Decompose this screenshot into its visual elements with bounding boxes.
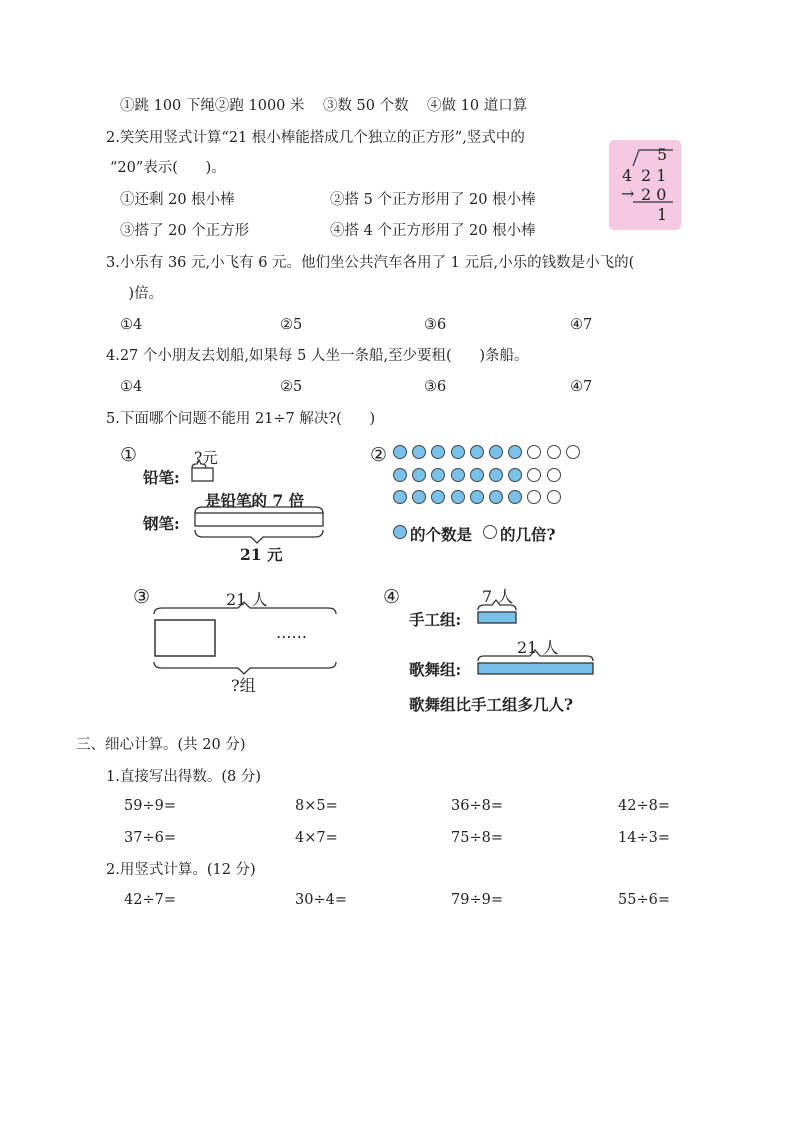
q3-line2: )倍。 bbox=[110, 286, 164, 302]
q3-option-2[interactable]: ②5 bbox=[280, 317, 303, 333]
calc-55-div-6[interactable]: 55÷6= bbox=[618, 892, 670, 908]
filled-dot bbox=[412, 445, 426, 459]
empty-dot bbox=[527, 490, 541, 504]
fig1-diagram bbox=[185, 455, 335, 545]
calc-59-div-9[interactable]: 59÷9= bbox=[124, 798, 176, 814]
q4-line1: 4.27 个小朋友去划船,如果每 5 人坐一条船,至少要租( )条船。 bbox=[106, 348, 529, 364]
calc-42-div-8[interactable]: 42÷8= bbox=[618, 798, 670, 814]
fig2-filled-dot-legend bbox=[393, 525, 407, 539]
fig3-groups: ?组 bbox=[231, 676, 256, 695]
q3-option-1[interactable]: ①4 bbox=[120, 317, 143, 333]
calc-75-div-8[interactable]: 75÷8= bbox=[451, 830, 503, 846]
fig2-question-part-a: 的个数是 bbox=[410, 525, 473, 544]
filled-dot bbox=[412, 468, 426, 482]
fig3-number[interactable]: ③ bbox=[133, 586, 151, 608]
empty-dot bbox=[547, 490, 561, 504]
calc-8-times-5[interactable]: 8×5= bbox=[295, 798, 338, 814]
fig1-price: ?元 bbox=[194, 449, 218, 467]
section3-sub1: 1.直接写出得数。(8 分) bbox=[106, 769, 261, 785]
division-arrow: → bbox=[621, 184, 635, 203]
q4-option-1[interactable]: ①4 bbox=[120, 379, 143, 395]
q2-option-2[interactable]: ②搭 5 个正方形用了 20 根小棒 bbox=[330, 192, 536, 208]
q2-line2: “20”表示( )。 bbox=[110, 160, 226, 176]
fig4-question: 歌舞组比手工组多几人? bbox=[409, 695, 574, 714]
filled-dot bbox=[508, 490, 522, 504]
fig2-number[interactable]: ② bbox=[370, 444, 388, 466]
filled-dot bbox=[393, 445, 407, 459]
fig4-number[interactable]: ④ bbox=[383, 586, 401, 608]
fig2-question-part-b: 的几倍? bbox=[500, 525, 556, 544]
q3-option-4[interactable]: ④7 bbox=[570, 317, 593, 333]
filled-dot bbox=[451, 445, 465, 459]
calc-79-div-9[interactable]: 79÷9= bbox=[451, 892, 503, 908]
empty-dot bbox=[547, 468, 561, 482]
fig4-craft-label: 手工组: bbox=[409, 610, 462, 629]
fig1-total: 21 元 bbox=[240, 545, 283, 564]
empty-dot bbox=[566, 445, 580, 459]
fig4-big-label: 21 人 bbox=[517, 638, 559, 657]
calc-42-div-7[interactable]: 42÷7= bbox=[124, 892, 176, 908]
filled-dot bbox=[470, 490, 484, 504]
empty-dot bbox=[547, 445, 561, 459]
q1-options: ①跳 100 下绳②跑 1000 米 ③数 50 个数 ④做 10 道口算 bbox=[120, 98, 528, 114]
q3-line1: 3.小乐有 36 元,小飞有 6 元。他们坐公共汽车各用了 1 元后,小乐的钱数是小飞的( bbox=[106, 255, 635, 271]
q2-option-1[interactable]: ①还剩 20 根小棒 bbox=[120, 192, 235, 208]
fig4-big-bar bbox=[478, 663, 593, 674]
fig1-number[interactable]: ① bbox=[120, 444, 138, 466]
empty-dot bbox=[527, 468, 541, 482]
calc-4-times-7[interactable]: 4×7= bbox=[295, 830, 338, 846]
filled-dot bbox=[470, 445, 484, 459]
filled-dot bbox=[489, 468, 503, 482]
filled-dot bbox=[508, 468, 522, 482]
filled-dot bbox=[451, 490, 465, 504]
fig1-times-label: 是铅笔的 7 倍 bbox=[205, 491, 305, 510]
filled-dot bbox=[431, 445, 445, 459]
fig4-small-label: 7 人 bbox=[482, 587, 514, 606]
filled-dot bbox=[431, 468, 445, 482]
fig4-dance-label: 歌舞组: bbox=[409, 660, 462, 679]
q4-option-3[interactable]: ③6 bbox=[424, 379, 447, 395]
filled-dot bbox=[489, 490, 503, 504]
empty-dot bbox=[527, 445, 541, 459]
filled-dot bbox=[451, 468, 465, 482]
filled-dot bbox=[508, 445, 522, 459]
calc-30-div-4[interactable]: 30÷4= bbox=[295, 892, 347, 908]
q5-line1: 5.下面哪个问题不能用 21÷7 解决?( ) bbox=[106, 411, 376, 427]
division-divisor: 4 bbox=[622, 166, 633, 185]
q4-option-2[interactable]: ②5 bbox=[280, 379, 303, 395]
fig1-pencil-label: 铅笔: bbox=[143, 468, 180, 487]
filled-dot bbox=[393, 468, 407, 482]
filled-dot bbox=[393, 490, 407, 504]
fig3-diagram bbox=[150, 600, 350, 680]
q3-option-3[interactable]: ③6 bbox=[424, 317, 447, 333]
fig3-total: 21 人 bbox=[226, 590, 268, 609]
q4-option-4[interactable]: ④7 bbox=[570, 379, 593, 395]
fig4-small-bar bbox=[478, 612, 516, 623]
fig4-diagram bbox=[474, 598, 604, 678]
fig3-ellipsis: …… bbox=[276, 624, 307, 642]
filled-dot bbox=[470, 468, 484, 482]
q2-line1: 2.笑笑用竖式计算“21 根小棒能搭成几个独立的正方形”,竖式中的 bbox=[106, 130, 525, 146]
filled-dot bbox=[431, 490, 445, 504]
filled-dot bbox=[412, 490, 426, 504]
section3-title: 三、细心计算。(共 20 分) bbox=[76, 737, 246, 753]
section3-sub2: 2.用竖式计算。(12 分) bbox=[106, 862, 256, 878]
division-product: 2 0 bbox=[641, 185, 667, 204]
fig1-pen-label: 钢笔: bbox=[143, 514, 180, 533]
division-quotient: 5 bbox=[657, 145, 668, 164]
division-dividend: 2 1 bbox=[641, 166, 667, 185]
division-remainder: 1 bbox=[657, 205, 668, 224]
calc-37-div-6[interactable]: 37÷6= bbox=[124, 830, 176, 846]
q2-option-4[interactable]: ④搭 4 个正方形用了 20 根小棒 bbox=[330, 223, 536, 239]
filled-dot bbox=[489, 445, 503, 459]
q2-option-3[interactable]: ③搭了 20 个正方形 bbox=[120, 223, 250, 239]
calc-14-div-3[interactable]: 14÷3= bbox=[618, 830, 670, 846]
calc-36-div-8[interactable]: 36÷8= bbox=[451, 798, 503, 814]
fig2-empty-dot-legend bbox=[483, 525, 497, 539]
